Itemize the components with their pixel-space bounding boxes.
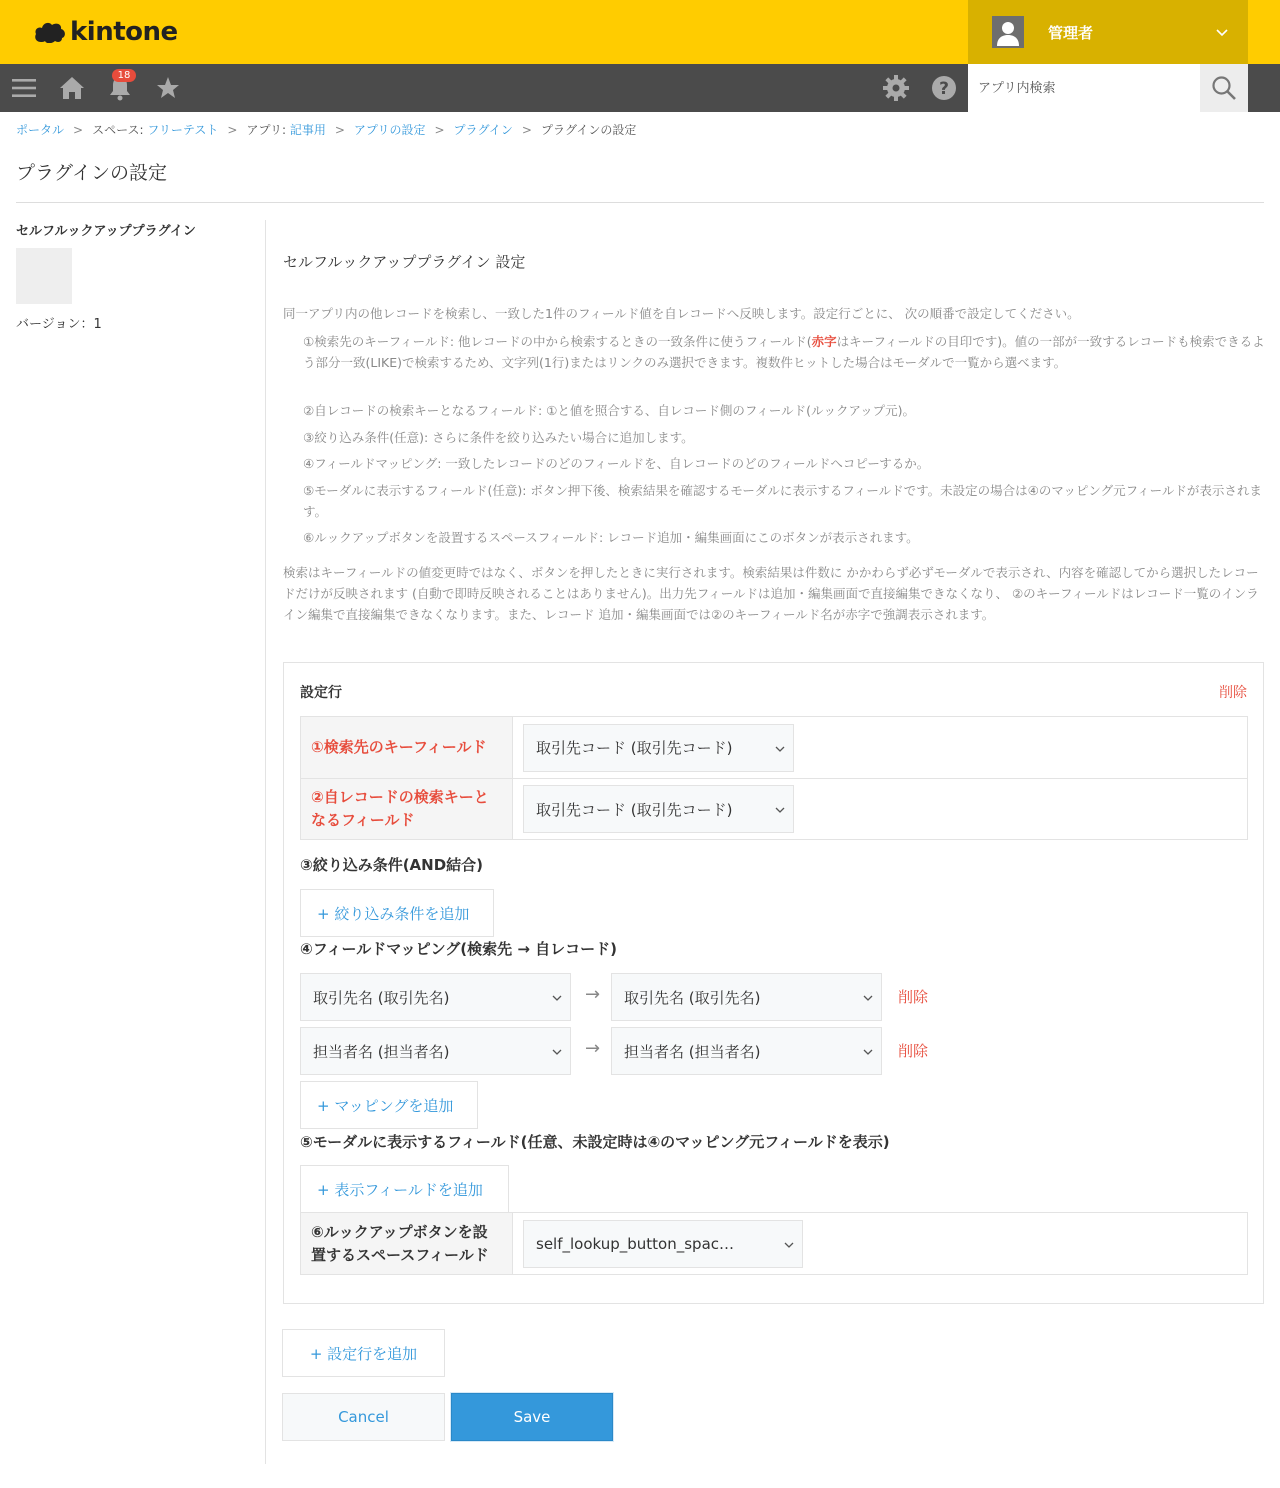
mapping-to-value: 担当者名 (担当者名) xyxy=(624,1042,761,1061)
mapping-delete-button[interactable]: 削除 xyxy=(898,988,929,1006)
mapping-section-label: ④フィールドマッピング(検索先 → 自レコード) xyxy=(300,940,618,958)
breadcrumb-separator: > xyxy=(434,123,445,137)
mapping-arrow: → xyxy=(585,984,601,1005)
step4-text: ④フィールドマッピング: 一致したレコードのどのフィールドを、自レコードのどのフィールドへコピーするか。 xyxy=(303,456,930,471)
note-text: 検索はキーフィールドの値変更時ではなく、ボタンを押したときに実行されます。検索結果は件数に かかわらず必ずモーダルで表示され、内容を確認してから選択したレコードだけが反映されます (自動で即時反映されることはありません)。出力先フィールドは追加・編集画面で直接編集できなくなり、 ②のキーフィールドはレコード一覧のインライン編集で直接編集できなくなります。また、レコード 追加・編集画面では②のキーフィールド名が赤字で強調表示されます。 xyxy=(283,565,1259,622)
user-menu[interactable] xyxy=(968,0,1248,64)
config-row-card xyxy=(283,662,1264,1304)
add-mapping-button[interactable]: + マッピングを追加 xyxy=(300,1081,478,1129)
save-button[interactable]: Save xyxy=(451,1393,613,1441)
breadcrumb-app-prefix: アプリ: xyxy=(246,123,290,137)
chevron-down-icon xyxy=(552,994,562,1002)
add-config-row-button[interactable]: + 設定行を追加 xyxy=(282,1329,445,1377)
user-avatar-icon xyxy=(992,16,1024,48)
chevron-down-icon xyxy=(552,1048,562,1056)
modal-fields-section-label: ⑤モーダルに表示するフィールド(任意、未設定時は④のマッピング元フィールドを表示) xyxy=(300,1133,890,1151)
home-icon[interactable] xyxy=(48,64,96,112)
mapping-delete-button[interactable]: 削除 xyxy=(898,1042,929,1060)
breadcrumb-separator: > xyxy=(227,123,238,137)
mapping-to-select[interactable] xyxy=(611,1027,882,1075)
breadcrumb-separator: > xyxy=(334,123,345,137)
step1-red-text: 赤字 xyxy=(811,334,837,349)
add-filter-button[interactable]: + 絞り込み条件を追加 xyxy=(300,889,494,937)
step1-text-b: はキーフィールドの目印です)。値の一部が一致するレコードも検索できるよう部分一致(LIKE)で検索するため、文字列(1行)またはリンクのみ選択できます。複数件ヒットした場合はモーダルで一覧から選べます。 xyxy=(303,334,1265,370)
app-search xyxy=(968,64,1248,112)
config-row-delete-button[interactable]: 削除 xyxy=(1219,685,1247,701)
space-field-cell xyxy=(513,1213,1247,1274)
svg-text:?: ? xyxy=(939,79,949,99)
breadcrumb-portal[interactable]: ポータル xyxy=(16,123,65,137)
logo-text: kintone xyxy=(70,17,178,47)
intro-text: 同一アプリ内の他レコードを検索し、一致した1件のフィールド値を自レコードへ反映します。設定行ごとに、 次の順番で設定してください。 xyxy=(283,306,1080,321)
search-key-select[interactable] xyxy=(523,785,794,833)
breadcrumb-space[interactable]: フリーテスト xyxy=(147,123,219,137)
chevron-down-icon xyxy=(775,745,785,753)
search-key-value: 取引先コード (取引先コード) xyxy=(536,800,733,819)
mapping-arrow: → xyxy=(585,1038,601,1059)
star-icon[interactable] xyxy=(144,64,192,112)
gear-icon[interactable] xyxy=(872,64,920,112)
breadcrumb-space-prefix: スペース: xyxy=(92,123,148,137)
space-field-row xyxy=(301,1213,1247,1274)
space-field-select[interactable] xyxy=(523,1220,803,1268)
chevron-down-icon xyxy=(863,994,873,1002)
mapping-from-select[interactable] xyxy=(300,973,571,1021)
chevron-down-icon xyxy=(784,1241,794,1249)
key-field-row xyxy=(301,717,1247,778)
title-divider xyxy=(16,202,1264,203)
step6-text: ⑥ルックアップボタンを設置するスペースフィールド: レコード追加・編集画面にこのボタンが表示されます。 xyxy=(303,530,919,545)
space-field-label: ⑥ルックアップボタンを設置するスペースフィールド xyxy=(301,1213,513,1274)
notification-badge: 18 xyxy=(112,69,136,82)
step2-text: ②自レコードの検索キーとなるフィールド: ①と値を照合する、自レコード側のフィールド(ルックアップ元)。 xyxy=(303,403,915,418)
breadcrumb-app[interactable]: 記事用 xyxy=(289,123,326,137)
key-field-table xyxy=(300,716,1248,840)
step1-text xyxy=(303,331,1265,373)
key-field-select[interactable] xyxy=(523,724,794,772)
breadcrumb-separator: > xyxy=(73,123,84,137)
step1-text-a: ①検索先のキーフィールド: 他レコードの中から検索するときの一致条件に使うフィールド( xyxy=(303,334,812,349)
breadcrumb-app-settings[interactable]: アプリの設定 xyxy=(353,123,426,137)
key-field-cell xyxy=(513,717,1247,778)
search-button[interactable] xyxy=(1200,64,1248,112)
plugin-name: セルフルックアッププラグイン xyxy=(16,224,196,239)
plugin-icon xyxy=(16,248,72,304)
kintone-logo[interactable] xyxy=(34,16,178,48)
breadcrumb-separator: > xyxy=(521,123,532,137)
user-name: 管理者 xyxy=(1048,23,1094,42)
app-search-input[interactable] xyxy=(968,64,1200,112)
page-title: プラグインの設定 xyxy=(16,162,168,184)
breadcrumb-current: プラグインの設定 xyxy=(540,123,637,137)
chevron-down-icon xyxy=(775,806,785,814)
sidebar-divider xyxy=(265,220,266,1464)
plugin-version: バージョン：1 xyxy=(16,317,102,332)
chevron-down-icon xyxy=(863,1048,873,1056)
breadcrumb xyxy=(16,121,636,138)
config-row-title: 設定行 xyxy=(300,685,342,701)
key-field-value: 取引先コード (取引先コード) xyxy=(536,739,733,757)
space-field-value: self_lookup_button_spac… xyxy=(536,1234,735,1253)
mapping-to-value: 取引先名 (取引先名) xyxy=(624,988,761,1007)
mapping-from-value: 担当者名 (担当者名) xyxy=(313,1042,450,1061)
add-modal-field-button[interactable]: + 表示フィールドを追加 xyxy=(300,1165,509,1213)
space-field-table xyxy=(300,1212,1248,1275)
step5-text: ⑤モーダルに表示するフィールド(任意): ボタン押下後、検索結果を確認するモーダルに表示するフィールドです。未設定の場合は④のマッピング元フィールドが表示されます。 xyxy=(303,483,1262,519)
top-header xyxy=(0,0,1280,64)
breadcrumb-plugins[interactable]: プラグイン xyxy=(453,123,513,137)
filter-section-label: ③絞り込み条件(AND結合) xyxy=(300,856,484,874)
mapping-from-select[interactable] xyxy=(300,1027,571,1075)
cloud-logo-icon xyxy=(34,21,66,43)
search-key-cell xyxy=(513,779,1247,839)
cancel-button[interactable]: Cancel xyxy=(282,1393,445,1441)
chevron-down-icon xyxy=(1212,22,1232,42)
mapping-to-select[interactable] xyxy=(611,973,882,1021)
search-icon xyxy=(1211,75,1237,101)
help-icon[interactable] xyxy=(920,64,968,112)
step3-text: ③絞り込み条件(任意): さらに条件を絞り込みたい場合に追加します。 xyxy=(303,430,694,445)
key-field-label: ①検索先のキーフィールド xyxy=(301,717,513,778)
nav-bar-end xyxy=(1248,64,1280,112)
settings-title: セルフルックアッププラグイン 設定 xyxy=(283,253,526,271)
search-key-row xyxy=(301,778,1247,839)
search-key-label: ②自レコードの検索キーとなるフィールド xyxy=(301,779,513,839)
menu-icon[interactable] xyxy=(0,64,48,112)
mapping-from-value: 取引先名 (取引先名) xyxy=(313,988,450,1007)
